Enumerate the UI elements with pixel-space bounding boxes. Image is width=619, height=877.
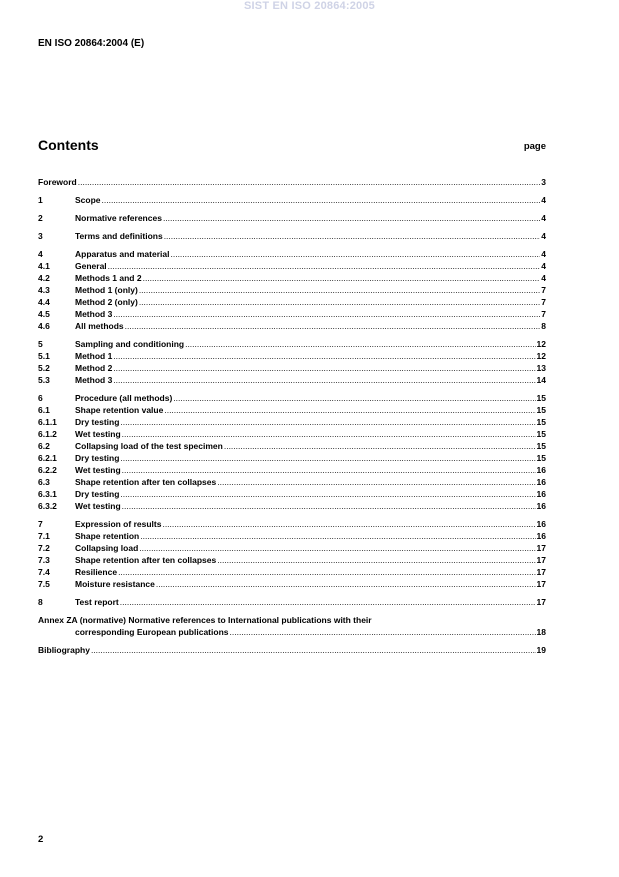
toc-entry[interactable]: [38, 404, 546, 416]
toc-entry[interactable]: [38, 260, 546, 272]
toc-entry[interactable]: [38, 194, 546, 206]
toc-entry-annex-line2[interactable]: [38, 626, 546, 638]
toc-entry-page: 13: [536, 363, 546, 373]
dot-leader: [217, 554, 535, 566]
dot-leader: [113, 362, 535, 374]
dot-leader: [91, 644, 536, 656]
dot-leader: [140, 530, 535, 542]
dot-leader: [120, 416, 535, 428]
toc-entry-number: 6.2.2: [38, 465, 57, 475]
toc-entry-number: 4.5: [38, 309, 50, 319]
toc-entry-title: Methods 1 and 2: [75, 273, 142, 283]
toc-entry-foreword[interactable]: [38, 176, 546, 188]
dot-leader: [125, 320, 541, 332]
toc-entry-page: 4: [541, 231, 546, 241]
toc-entry-page: 17: [536, 579, 546, 589]
toc-entry-number: 1: [38, 195, 43, 205]
toc-entry-number: 5.2: [38, 363, 50, 373]
toc-entry[interactable]: [38, 542, 546, 554]
toc-entry[interactable]: [38, 362, 546, 374]
document-identifier: EN ISO 20864:2004 (E): [38, 38, 145, 49]
dot-leader: [156, 578, 536, 590]
toc-entry-title: Collapsing load of the test specimen: [75, 441, 223, 451]
toc-entry-number: 4.1: [38, 261, 50, 271]
toc-entry[interactable]: [38, 308, 546, 320]
toc-entry-title: General: [75, 261, 107, 271]
toc-entry-title: Dry testing: [75, 489, 120, 499]
toc-entry-page: 16: [536, 531, 546, 541]
toc-entry[interactable]: [38, 488, 546, 500]
toc-entry-title: Method 2 (only): [75, 297, 138, 307]
page-column-label: page: [523, 141, 546, 152]
dot-leader: [139, 284, 540, 296]
toc-entry-title: Foreword: [38, 177, 77, 187]
toc-entry-page: 14: [536, 375, 546, 385]
dot-leader: [230, 626, 536, 638]
toc-entry-title: All methods: [75, 321, 124, 331]
dot-leader: [118, 566, 535, 578]
toc-entry[interactable]: [38, 374, 546, 386]
toc-entry[interactable]: [38, 284, 546, 296]
toc-entry-page: 4: [541, 261, 546, 271]
dot-leader: [120, 452, 535, 464]
dot-leader: [139, 542, 535, 554]
toc-entry-page: 17: [536, 543, 546, 553]
toc-entry[interactable]: [38, 296, 546, 308]
toc-entry-title: Wet testing: [75, 501, 121, 511]
toc-entry-page: 7: [541, 297, 546, 307]
toc-entry[interactable]: [38, 452, 546, 464]
toc-entry-title: Procedure (all methods): [75, 393, 173, 403]
toc-entry-number: 5.1: [38, 351, 50, 361]
toc-entry-number: 6.2.1: [38, 453, 57, 463]
toc-entry-page: 17: [536, 555, 546, 565]
toc-entry-page: 19: [536, 645, 546, 655]
toc-entry-title: Bibliography: [38, 645, 90, 655]
toc-entry[interactable]: [38, 212, 546, 224]
dot-leader: [185, 338, 535, 350]
toc-entry-page: 12: [536, 351, 546, 361]
dot-leader: [108, 260, 541, 272]
toc-entry-page: 16: [536, 519, 546, 529]
toc-entry-page: 4: [541, 273, 546, 283]
toc-entry-page: 15: [536, 393, 546, 403]
toc-entry[interactable]: [38, 272, 546, 284]
dot-leader: [139, 296, 540, 308]
toc-entry-page: 17: [536, 567, 546, 577]
toc-entry[interactable]: [38, 416, 546, 428]
toc-entry-title: Shape retention: [75, 531, 140, 541]
toc-entry-title: Method 3: [75, 375, 113, 385]
toc-entry-page: 15: [536, 429, 546, 439]
toc-entry-page: 7: [541, 309, 546, 319]
dot-leader: [164, 230, 541, 242]
toc-entry-title: Dry testing: [75, 453, 120, 463]
toc-entry-number: 7.1: [38, 531, 50, 541]
toc-entry-page: 17: [536, 597, 546, 607]
dot-leader: [113, 374, 535, 386]
dot-leader: [163, 212, 540, 224]
table-of-contents: [38, 176, 546, 656]
dot-leader: [162, 518, 535, 530]
toc-entry-title: Resilience: [75, 567, 118, 577]
toc-entry[interactable]: [38, 500, 546, 512]
toc-entry[interactable]: [38, 476, 546, 488]
toc-entry-title: Sampling and conditioning: [75, 339, 185, 349]
watermark: SIST EN ISO 20864:2005: [244, 0, 375, 12]
toc-entry-number: 4.3: [38, 285, 50, 295]
toc-entry-number: 7.3: [38, 555, 50, 565]
toc-entry[interactable]: [38, 248, 546, 260]
toc-entry-title: corresponding European publications: [75, 627, 229, 637]
toc-entry[interactable]: [38, 518, 546, 530]
dot-leader: [217, 476, 535, 488]
dot-leader: [173, 392, 535, 404]
toc-entry-page: 15: [536, 405, 546, 415]
dot-leader: [120, 488, 535, 500]
toc-entry-title: Apparatus and material: [75, 249, 170, 259]
toc-entry-page: 16: [536, 489, 546, 499]
toc-entry[interactable]: [38, 350, 546, 362]
toc-entry-number: 2: [38, 213, 43, 223]
dot-leader: [78, 176, 541, 188]
toc-entry-number: 4.2: [38, 273, 50, 283]
dot-leader: [122, 428, 536, 440]
toc-entry-annex-line1[interactable]: [38, 614, 546, 626]
toc-entry-title: Scope: [75, 195, 101, 205]
dot-leader: [164, 404, 535, 416]
toc-entry-title: Shape retention value: [75, 405, 164, 415]
toc-entry-number: 3: [38, 231, 43, 241]
toc-entry-number: 7.4: [38, 567, 50, 577]
toc-entry-page: 4: [541, 249, 546, 259]
dot-leader: [143, 272, 541, 284]
toc-entry-number: 4.4: [38, 297, 50, 307]
toc-entry[interactable]: [38, 428, 546, 440]
dot-leader: [113, 308, 540, 320]
toc-entry-page: 18: [536, 627, 546, 637]
toc-entry-title: Collapsing load: [75, 543, 139, 553]
toc-entry-number: 5: [38, 339, 43, 349]
toc-entry-number: 7.2: [38, 543, 50, 553]
toc-entry-number: 6.1.1: [38, 417, 57, 427]
dot-leader: [102, 194, 541, 206]
toc-entry-title: Terms and definitions: [75, 231, 163, 241]
toc-entry-title: Wet testing: [75, 429, 121, 439]
toc-entry-number: 6.1.2: [38, 429, 57, 439]
toc-entry-title: Shape retention after ten collapses: [75, 555, 217, 565]
toc-entry-title: Method 2: [75, 363, 113, 373]
toc-entry-title: Annex ZA (normative) Normative references to International publications with their: [38, 615, 372, 625]
toc-entry-page: 4: [541, 213, 546, 223]
toc-entry-number: 7.5: [38, 579, 50, 589]
toc-entry-bibliography[interactable]: [38, 644, 546, 656]
toc-entry-number: 6.3: [38, 477, 50, 487]
toc-entry[interactable]: [38, 338, 546, 350]
toc-entry-title: Normative references: [75, 213, 162, 223]
toc-entry-number: 7: [38, 519, 43, 529]
toc-entry[interactable]: [38, 578, 546, 590]
toc-entry-page: 4: [541, 195, 546, 205]
toc-entry[interactable]: [38, 320, 546, 332]
dot-leader: [224, 440, 536, 452]
toc-entry-title: Method 1 (only): [75, 285, 138, 295]
toc-entry-number: 6.1: [38, 405, 50, 415]
toc-entry-title: Shape retention after ten collapses: [75, 477, 217, 487]
toc-entry-page: 8: [541, 321, 546, 331]
toc-entry[interactable]: [38, 440, 546, 452]
toc-entry-number: 4: [38, 249, 43, 259]
toc-entry-page: 16: [536, 477, 546, 487]
toc-entry-page: 16: [536, 465, 546, 475]
dot-leader: [122, 500, 536, 512]
toc-entry-title: Expression of results: [75, 519, 162, 529]
toc-entry[interactable]: [38, 464, 546, 476]
toc-entry-title: Dry testing: [75, 417, 120, 427]
toc-entry-page: 12: [536, 339, 546, 349]
toc-entry-title: Method 1: [75, 351, 113, 361]
toc-entry-title: Moisture resistance: [75, 579, 155, 589]
toc-entry-number: 8: [38, 597, 43, 607]
toc-entry-title: Test report: [75, 597, 119, 607]
toc-entry-number: 6.2: [38, 441, 50, 451]
toc-entry[interactable]: [38, 596, 546, 608]
dot-leader: [113, 350, 535, 362]
toc-entry-page: 15: [536, 441, 546, 451]
toc-entry[interactable]: [38, 392, 546, 404]
toc-entry-number: 6.3.2: [38, 501, 57, 511]
toc-entry[interactable]: [38, 566, 546, 578]
toc-entry-number: 6.3.1: [38, 489, 57, 499]
toc-entry-number: 6: [38, 393, 43, 403]
toc-entry-number: 4.6: [38, 321, 50, 331]
toc-entry-page: 16: [536, 501, 546, 511]
toc-entry[interactable]: [38, 530, 546, 542]
toc-entry-title: Wet testing: [75, 465, 121, 475]
dot-leader: [120, 596, 536, 608]
toc-entry-page: 3: [541, 177, 546, 187]
toc-entry-number: 5.3: [38, 375, 50, 385]
dot-leader: [122, 464, 536, 476]
dot-leader: [170, 248, 540, 260]
toc-entry-title: Method 3: [75, 309, 113, 319]
contents-heading: Contents: [38, 137, 99, 153]
page-number: 2: [38, 834, 44, 845]
toc-entry-page: 7: [541, 285, 546, 295]
toc-entry-page: 15: [536, 417, 546, 427]
toc-entry[interactable]: [38, 230, 546, 242]
toc-entry-page: 15: [536, 453, 546, 463]
toc-entry[interactable]: [38, 554, 546, 566]
